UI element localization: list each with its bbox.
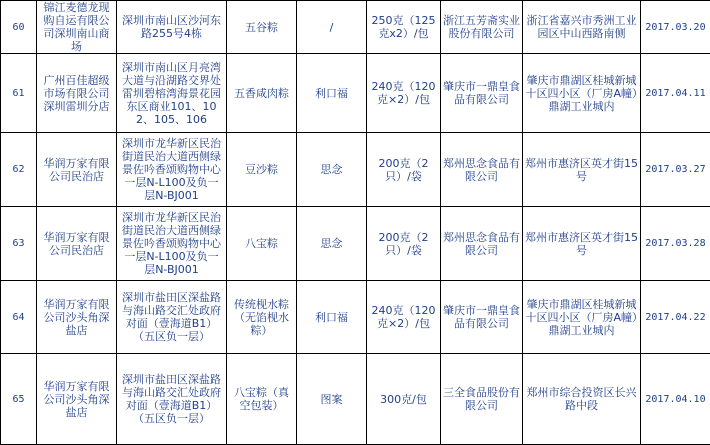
company-name-cell: 锦江麦德龙现购自运有限公司深圳南山商场 xyxy=(37,1,117,54)
manufacturer-cell: 郑州思念食品有限公司 xyxy=(441,207,523,281)
specification-cell: 200克（2只）/袋 xyxy=(367,133,441,207)
sampling-address-cell: 深圳市龙华新区民治街道民治大道西侧绿景佐吟香颂购物中心一层N-L100及负一层N-BJ001 xyxy=(117,133,227,207)
company-name-cell: 华润万家有限公司民治店 xyxy=(37,207,117,281)
specification-cell: 240克（120克×2）/包 xyxy=(367,281,441,354)
manufacturer-address-cell: 郑州市惠济区英才街15号 xyxy=(523,133,641,207)
brand-cell: 思念 xyxy=(297,207,367,281)
production-date-cell: 2017.04.22 xyxy=(641,281,710,354)
sampling-address-cell: 深圳市南山区月亮湾大道与沿湖路交界处雷圳碧榕湾海景花园东区商业101、102、105、106 xyxy=(117,54,227,133)
table-row xyxy=(1,1,710,54)
company-name-cell: 华润万家有限公司民治店 xyxy=(37,133,117,207)
table-row xyxy=(1,133,710,207)
row-number-cell: 65 xyxy=(1,354,37,445)
production-date-cell: 2017.04.10 xyxy=(641,354,710,445)
product-name-cell: 八宝粽 xyxy=(227,207,297,281)
product-name-cell: 传统枧水粽（无馅枧水粽） xyxy=(227,281,297,354)
manufacturer-cell: 三全食品股份有限公司 xyxy=(441,354,523,445)
production-date-cell: 2017.04.11 xyxy=(641,54,710,133)
brand-cell: 利口福 xyxy=(297,54,367,133)
company-name-cell: 广州百佳超级市场有限公司深圳雷圳分店 xyxy=(37,54,117,133)
sampling-address-cell: 深圳市南山区沙河东路255号4栋 xyxy=(117,1,227,54)
manufacturer-cell: 浙江五芳斋实业股份有限公司 xyxy=(441,1,523,54)
brand-cell: 图案 xyxy=(297,354,367,445)
product-name-cell: 八宝粽（真空包装） xyxy=(227,354,297,445)
table-row xyxy=(1,281,710,354)
sampling-address-cell: 深圳市盐田区深盐路与海山路交汇处政府对面（壹海道B1）（五区负一层） xyxy=(117,281,227,354)
manufacturer-address-cell: 郑州市综合投资区长兴路中段 xyxy=(523,354,641,445)
product-name-cell: 五香咸肉粽 xyxy=(227,54,297,133)
specification-cell: 240克（120克×2）/包 xyxy=(367,54,441,133)
production-date-cell: 2017.03.27 xyxy=(641,133,710,207)
company-name-cell: 华润万家有限公司沙头角深盐店 xyxy=(37,354,117,445)
specification-cell: 250克（125克x2）/包 xyxy=(367,1,441,54)
row-number-cell: 64 xyxy=(1,281,37,354)
sampling-address-cell: 深圳市龙华新区民治街道民治大道西侧绿景佐吟香颂购物中心一层N-L100及负一层N-BJ001 xyxy=(117,207,227,281)
specification-cell: 200克（2只）/袋 xyxy=(367,207,441,281)
brand-cell: 思念 xyxy=(297,133,367,207)
manufacturer-address-cell: 郑州市惠济区英才街15号 xyxy=(523,207,641,281)
manufacturer-address-cell: 肇庆市鼎湖区桂城新城十区四小区（厂房A幢）鼎湖工业城内 xyxy=(523,281,641,354)
manufacturer-cell: 肇庆市一鼎皇食品有限公司 xyxy=(441,54,523,133)
table-row xyxy=(1,54,710,133)
company-name-cell: 华润万家有限公司沙头角深盐店 xyxy=(37,281,117,354)
table-row xyxy=(1,354,710,445)
production-date-cell: 2017.03.20 xyxy=(641,1,710,54)
table-row xyxy=(1,207,710,281)
manufacturer-address-cell: 浙江省嘉兴市秀洲工业园区中山西路南侧 xyxy=(523,1,641,54)
brand-cell: / xyxy=(297,1,367,54)
specification-cell: 300克/包 xyxy=(367,354,441,445)
row-number-cell: 62 xyxy=(1,133,37,207)
row-number-cell: 60 xyxy=(1,1,37,54)
manufacturer-cell: 郑州思念食品有限公司 xyxy=(441,133,523,207)
manufacturer-cell: 肇庆市一鼎皇食品有限公司 xyxy=(441,281,523,354)
product-name-cell: 豆沙粽 xyxy=(227,133,297,207)
row-number-cell: 61 xyxy=(1,54,37,133)
production-date-cell: 2017.03.28 xyxy=(641,207,710,281)
manufacturer-address-cell: 肇庆市鼎湖区桂城新城十区四小区（厂房A幢）鼎湖工业城内 xyxy=(523,54,641,133)
product-name-cell: 五谷粽 xyxy=(227,1,297,54)
brand-cell: 利口福 xyxy=(297,281,367,354)
sampling-address-cell: 深圳市盐田区深盐路与海山路交汇处政府对面（壹海道B1）（五区负一层） xyxy=(117,354,227,445)
row-number-cell: 63 xyxy=(1,207,37,281)
